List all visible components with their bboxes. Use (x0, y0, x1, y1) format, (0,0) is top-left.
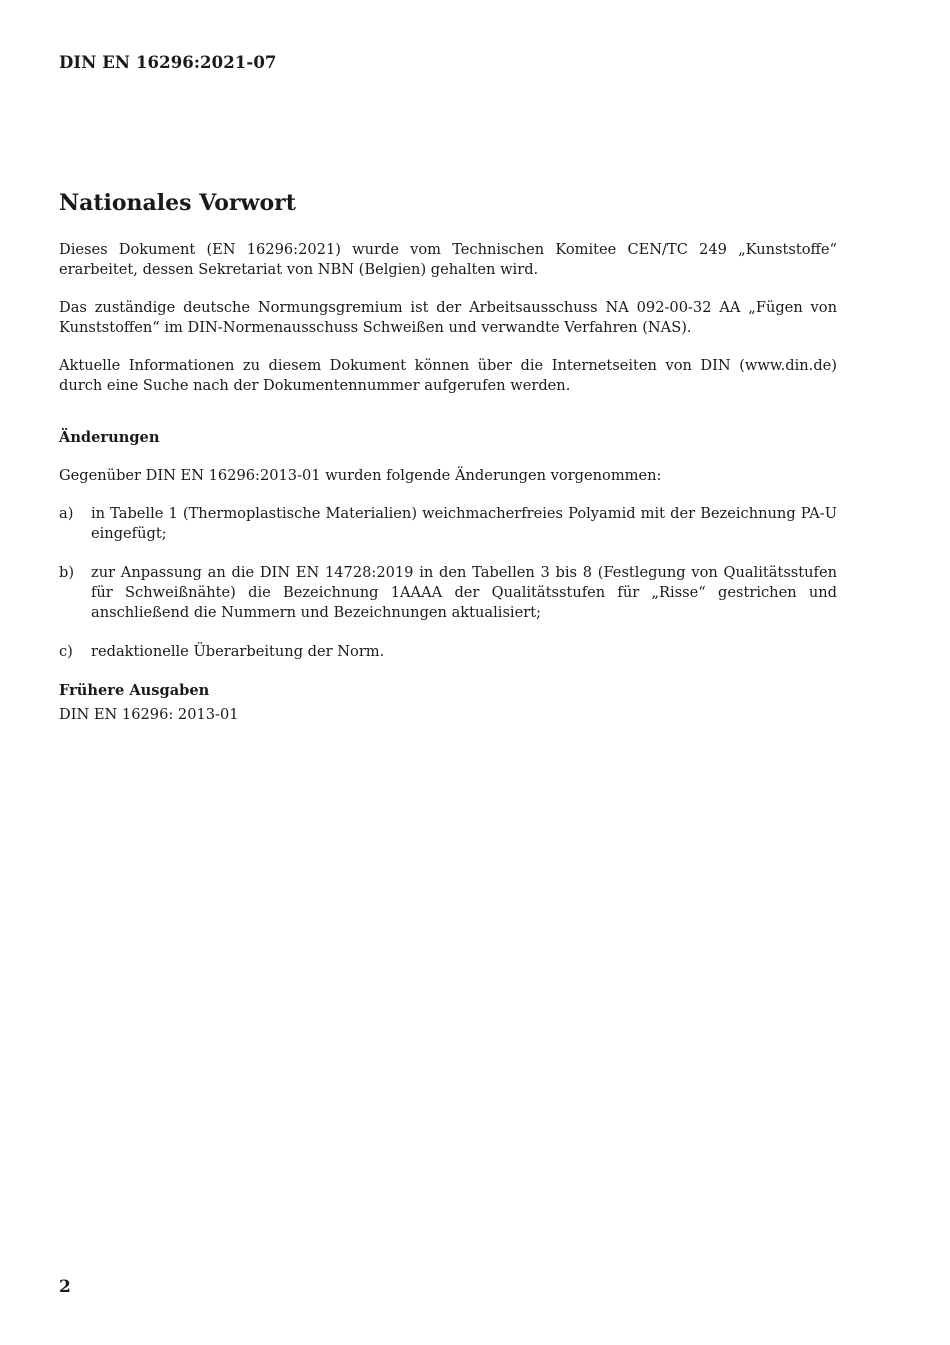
list-item (59, 504, 837, 544)
list-item-text: in Tabelle 1 (Thermoplastische Materialien) weichmacherfreies Polyamid mit der Bezeichnung PA-U eingefügt; (91, 505, 837, 542)
list-marker: a) (59, 505, 74, 522)
document-id: DIN EN 16296:2021-07 (59, 53, 277, 72)
changes-heading: Änderungen (59, 429, 160, 446)
previous-editions-heading: Frühere Ausgaben (59, 682, 210, 699)
content-body (59, 187, 837, 725)
paragraph-committee: Das zuständige deutsche Normungsgremium ist der Arbeitsausschuss NA 092-00-32 AA „Fügen von Kunststoffen“ im DIN-Normenausschuss Schweißen und verwandte Verfahren (NAS). (59, 299, 837, 336)
list-marker: c) (59, 643, 73, 660)
paragraph-information: Aktuelle Informationen zu diesem Dokument können über die Internetseiten von DIN (www.din.de) durch eine Suche nach der Dokumentennummer aufgerufen werden. (59, 357, 837, 394)
page-number: 2 (59, 1277, 71, 1297)
list-marker: b) (59, 564, 75, 581)
list-item (59, 563, 837, 623)
changes-intro: Gegenüber DIN EN 16296:2013-01 wurden folgende Änderungen vorgenommen: (59, 467, 662, 484)
previous-editions-text: DIN EN 16296: 2013-01 (59, 706, 239, 723)
page-title: Nationales Vorwort (59, 190, 296, 216)
paragraph-secretariat: Dieses Dokument (EN 16296:2021) wurde vom Technischen Komitee CEN/TC 249 „Kunststoffe“ erarbeitet, dessen Sekretariat von NBN (Belgien) gehalten wird. (59, 241, 837, 278)
list-item-text: redaktionelle Überarbeitung der Norm. (91, 643, 385, 660)
list-item-text: zur Anpassung an die DIN EN 14728:2019 in den Tabellen 3 bis 8 (Festlegung von Qualitätsstufen für Schweißnähte) die Bezeichnung 1AAAA der Qualitätsstufen für „Risse“ gestrichen und anschließend die Nummern und Bezeichnungen aktualisiert; (91, 564, 837, 621)
list-item (59, 642, 837, 662)
changes-list (59, 504, 837, 662)
